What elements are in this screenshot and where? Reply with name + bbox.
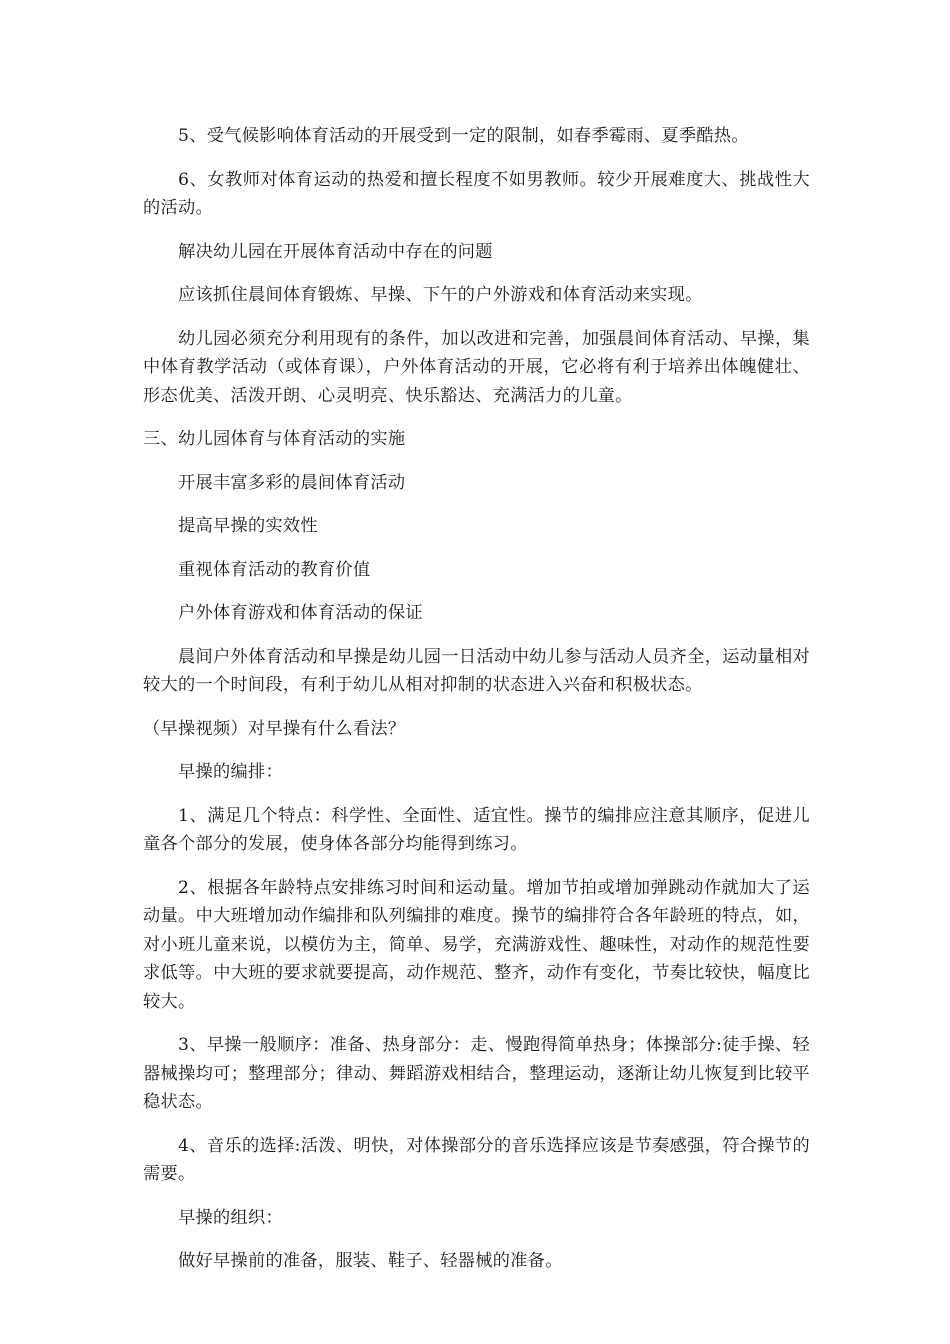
paragraph-exercise-effectiveness: 提高早操的实效性 bbox=[178, 516, 318, 536]
paragraph-arrangement-4: 4、音乐的选择:活泼、明快，对体操部分的音乐选择应该是节奏感强，符合操节的需要。 bbox=[143, 1135, 810, 1184]
subheading-organization: 早操的组织： bbox=[178, 1207, 283, 1228]
paragraph-solve-problems: 解决幼儿园在开展体育活动中存在的问题 bbox=[178, 241, 493, 262]
paragraph-educational-value: 重视体育活动的教育价值 bbox=[178, 559, 371, 580]
paragraph-morning-activities: 开展丰富多彩的晨间体育活动 bbox=[178, 472, 406, 493]
paragraph-approach: 应该抓住晨间体育锻炼、早操、下午的户外游戏和体育活动来实现。 bbox=[178, 285, 703, 305]
paragraph-morning-outdoor: 晨间户外体育活动和早操是幼儿园一日活动中幼儿参与活动人员齐全，运动量相对较大的一个时间段，有利于幼儿从相对抑制的状态进入兴奋和积极状态。 bbox=[143, 646, 810, 695]
paragraph-arrangement-1: 1、满足几个特点：科学性、全面性、适宜性。操节的编排应注意其顺序，促进儿童各个部分的发展，使身体各部分均能得到练习。 bbox=[143, 805, 810, 854]
paragraph-point-5: 5、受气候影响体育活动的开展受到一定的限制，如春季霉雨、夏季酷热。 bbox=[178, 126, 749, 146]
section-heading-3: 三、幼儿园体育与体育活动的实施 bbox=[143, 429, 406, 449]
paragraph-point-6: 6、女教师对体育运动的热爱和擅长程度不如男教师。较少开展难度大、挑战性大的活动。 bbox=[143, 169, 810, 218]
paragraph-video-question: （早操视频）对早操有什么看法？ bbox=[143, 718, 406, 739]
paragraph-preparation: 做好早操前的准备，服装、鞋子、轻器械的准备。 bbox=[178, 1251, 563, 1271]
paragraph-arrangement-2: 2、根据各年龄特点安排练习时间和运动量。增加节拍或增加弹跳动作就加大了运动量。中大班增加动作编排和队列编排的难度。操节的编排符合各年龄班的特点，如，对小班儿童来说，以模仿为主，简单、易学，充满游戏性、趣味性，对动作的规范性要求低等。中大班的要求就要提高，动作规范、整齐，动作有变化，节奏比较快，幅度比较大。 bbox=[143, 877, 810, 1012]
paragraph-arrangement-3: 3、早操一般顺序：准备、热身部分：走、慢跑得简单热身；体操部分:徒手操、轻器械操均可；整理部分；律动、舞蹈游戏相结合，整理运动，逐渐让幼儿恢复到比较平稳状态。 bbox=[143, 1035, 810, 1112]
paragraph-outdoor-games: 户外体育游戏和体育活动的保证 bbox=[178, 603, 423, 623]
subheading-arrangement: 早操的编排： bbox=[178, 762, 283, 782]
paragraph-kindergarten-conditions: 幼儿园必须充分利用现有的条件，加以改进和完善，加强晨间体育活动、早操，集中体育教学活动（或体育课），户外体育活动的开展，它必将有利于培养出体魄健壮、形态优美、活泼开朗、心灵明亮、快乐豁达、充满活力的儿童。 bbox=[143, 328, 810, 406]
document-body bbox=[143, 122, 810, 1291]
